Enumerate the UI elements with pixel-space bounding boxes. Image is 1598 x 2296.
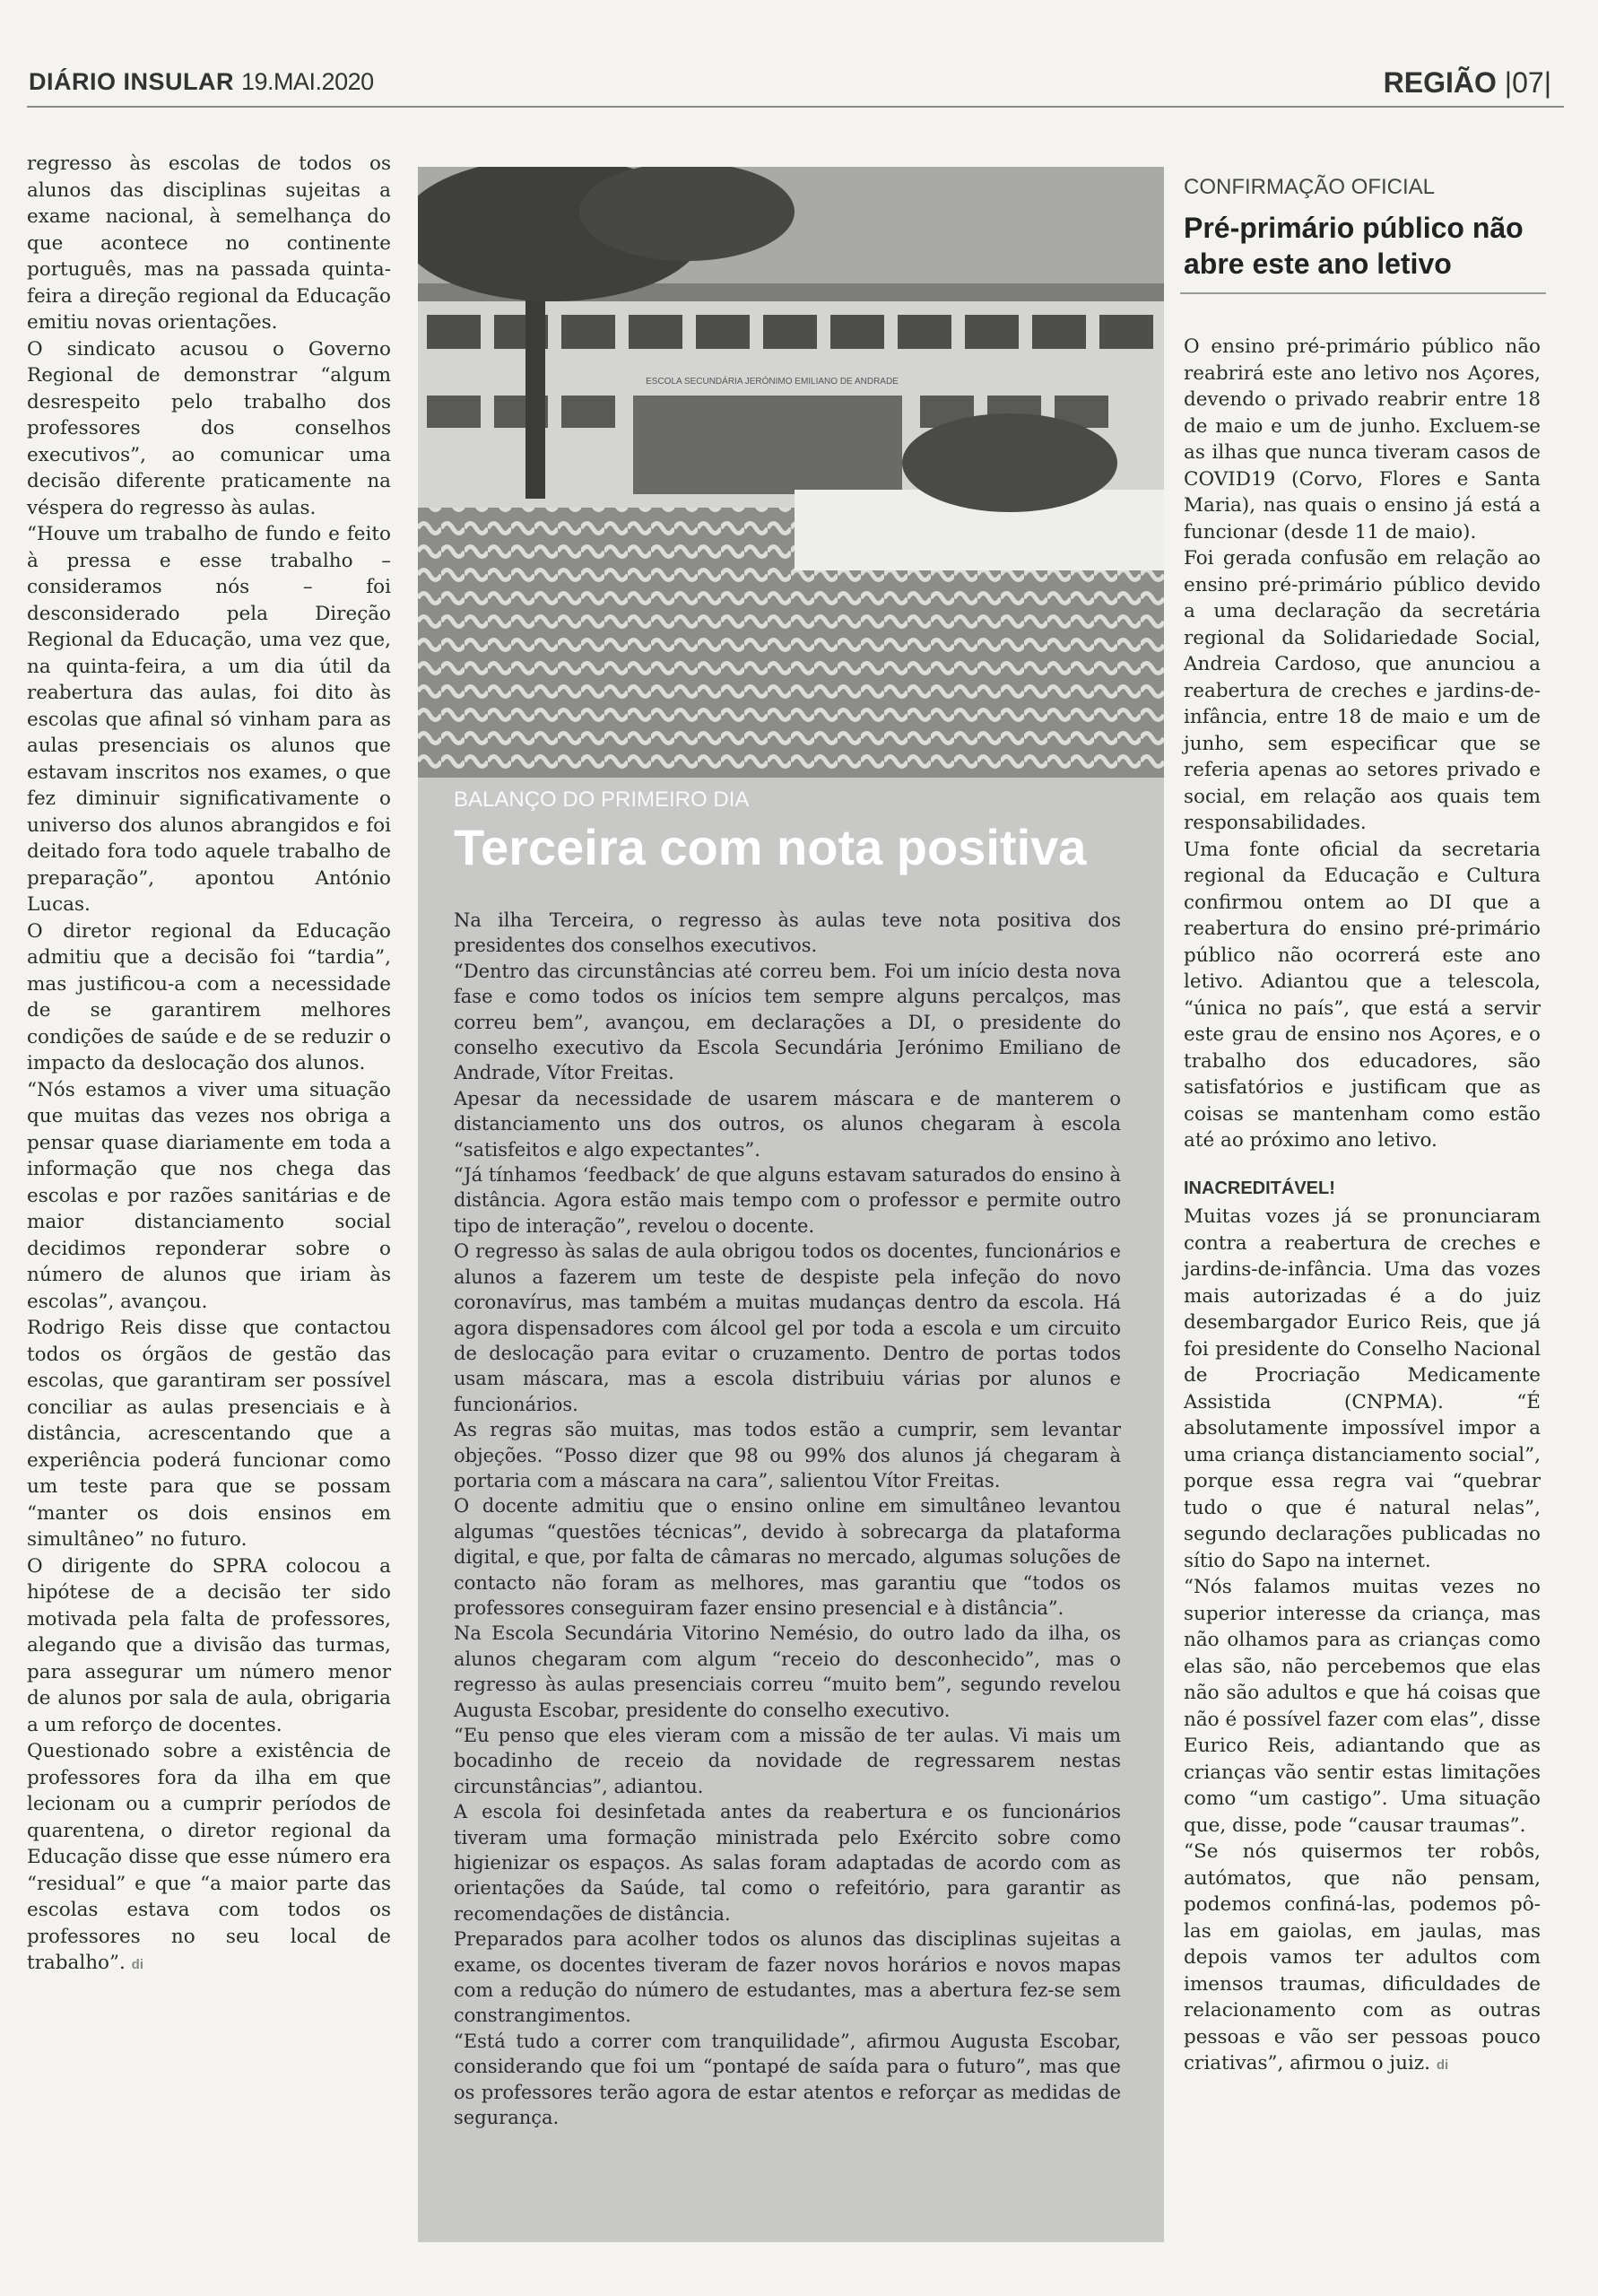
paragraph: Muitas vozes já se pronunciaram contra a reabertura de creches e jardins-de-infância. Uma das vozes mais autorizadas é a do juiz desembargador Eurico Reis, que já foi presidente do Conselho Nacional de Procriação Medicamente Assistida (CNPMA). “É absolutamente impossível impor a uma criança distanciamento social”, porque essa regra vai “quebrar tudo o que é natural nelas”, segundo declarações publicadas no sítio do Sapo na internet. [1184, 1205, 1541, 1572]
right-article-column [1184, 167, 1541, 2079]
left-article-column [27, 151, 391, 1979]
school-photo [418, 167, 1164, 778]
paragraph [27, 1738, 391, 1979]
paragraph: Na ilha Terceira, o regresso às aulas teve nota positiva dos presidentes dos conselhos executivos. [454, 909, 1121, 957]
paragraph: O ensino pré-primário público não reabrirá este ano letivo nos Açores, devendo o privado reabrir entre 18 de maio e um de junho. Excluem-se as ilhas que nunca tiveram casos de COVID19 (Corvo, Flores e Santa Maria), nas quais o ensino já está a funcionar (desde 11 de maio). [1184, 335, 1541, 544]
section-name: REGIÃO [1383, 66, 1497, 99]
paragraph: O dirigente do SPRA colocou a hipótese de a decisão ter sido motivada pela falta de professores, alegando que a divisão das turmas, para assegurar um número menor de alunos por sala de aula, obrigaria a um reforço de docentes. [27, 1554, 391, 1736]
right-article-kicker: CONFIRMAÇÃO OFICIAL [1184, 175, 1436, 199]
paragraph: Na Escola Secundária Vitorino Nemésio, do outro lado da ilha, os alunos chegaram com algum “receio do desconhecido”, mas o regresso às aulas presenciais correu “muito bem”, segundo revelou Augusta Escobar, presidente do conselho executivo. [454, 1622, 1121, 1721]
school-building-illustration [418, 167, 1164, 778]
paragraph: regresso às escolas de todos os alunos das disciplinas sujeitas a exame nacional, à semelhança do que acontece no continente português, mas na passada quinta-feira a direção regional da Educação emitiu novas orientações. [27, 152, 391, 334]
paragraph [1184, 1839, 1541, 2079]
paragraph: Apesar da necessidade de usarem máscara e de manterem o distanciamento uns dos outros, os alunos chegaram à escola “satisfeitos e algo expectantes”. [454, 1087, 1121, 1161]
paragraph-text: Questionado sobre a existência de professores fora da ilha em que lecionam ou a cumprir períodos de quarentena, o diretor regional da Educação disse que esse número era “residual” e que “a maior parte das escolas estava com todos os professores no seu local de trabalho”. [27, 1740, 391, 1974]
page-number: |07| [1504, 66, 1551, 99]
boxed-article-kicker: BALANÇO DO PRIMEIRO DIA [454, 787, 750, 812]
paragraph: “Já tínhamos ‘feedback’ de que alguns estavam saturados do ensino à distância. Agora estão mais tempo com o professor e permite outro tipo de interação”, revelou o docente. [454, 1164, 1121, 1237]
paragraph: Uma fonte oficial da secretaria regional da Educação e Cultura confirmou ontem ao DI que a reabertura do ensino pré-primário público não ocorrerá este ano letivo. Adiantou que a telescola, “única no país”, que está a servir este grau de ensino nos Açores, e o trabalho dos educadores, são satisfatórios e justificam que as coisas se mantenham como estão até ao próximo ano letivo. [1184, 838, 1541, 1152]
school-sign: ESCOLA SECUNDÁRIA JERÓNIMO EMILIANO DE ANDRADE [646, 377, 899, 387]
author-signature: di [1436, 2057, 1449, 2073]
newspaper-name: DIÁRIO INSULAR [29, 68, 234, 95]
shrub [902, 413, 1117, 512]
paragraph: As regras são muitas, mas todos estão a cumprir, sem levantar objeções. “Posso dizer que 98 ou 99% dos alunos já chegaram à portaria com a máscara na cara”, salientou Vítor Freitas. [454, 1419, 1121, 1492]
author-signature: di [131, 1957, 143, 1972]
paragraph: “Eu penso que eles vieram com a missão de ter aulas. Vi mais um bocadinho de receio da novidade de regressarem nestas circunstâncias”, adiantou. [454, 1725, 1121, 1797]
paragraph: O diretor regional da Educação admitiu que a decisão foi “tardia”, mas justificou-a com a necessidade de se garantirem melhores condições de saúde e de se reduzir o impacto da deslocação dos alunos. [27, 919, 391, 1074]
paragraph: Rodrigo Reis disse que contactou todos os órgãos de gestão das escolas, que garantiram ser possível conciliar as aulas presenciais e à distância, acrescentando que a experiência poderá funcionar como um teste para que se possam “manter os dois ensinos em simultâneo” no futuro. [27, 1317, 391, 1551]
paragraph: “Dentro das circunstâncias até correu bem. Foi um início desta nova fase e como todos os inícios tem sempre alguns percalços, mas correu bem”, avançou, em declarações a DI, o presidente do conselho executivo da Escola Secundária Jerónimo Emiliano de Andrade, Vítor Freitas. [454, 960, 1121, 1084]
paragraph: O regresso às salas de aula obrigou todos os docentes, funcionários e alunos a fazerem um teste de despiste pela infeção do novo coronavírus, mas também a muitas mudanças dentro da escola. Há agora dispensadores com álcool gel por toda a escola e um circuito de deslocação para evitar o cruzamento. Dentro de portas todos usam máscara, mas a escola distribuiu várias por alunos e funcionários. [454, 1240, 1121, 1415]
right-article-title: Pré-primário público não abre este ano letivo [1184, 212, 1524, 280]
paragraph: “Houve um trabalho de fundo e feito à pressa e esse trabalho – consideramos nós – foi desconsiderado pela Direção Regional da Educação, uma vez que, na quinta-feira, a um dia útil da reabertura das aulas, foi dito às escolas que afinal só vinham para as aulas presenciais os alunos que estavam inscritos nos exames, o que fez diminuir significativamente o universo dos alunos abrangidos e foi deitado fora todo aquele trabalho de preparação”, apontou António Lucas. [27, 523, 391, 916]
issue-date: 19.MAI.2020 [241, 68, 374, 95]
paragraph: O sindicato acusou o Governo Regional de demonstrar “algum desrespeito pelo trabalho dos professores dos conselhos executivos”, ao comunicar uma decisão diferente praticamente na véspera do regresso às aulas. [27, 337, 391, 519]
paragraph: “Nós falamos muitas vezes no superior interesse da criança, mas não olhamos para as crianças como elas são, não percebemos que elas não são adultos e que há coisas que não é possível fazer com elas”, disse Eurico Reis, adiantando que as crianças vão sentir estas limitações como “um castigo”. Uma situação que, disse, pode “causar traumas”. [1184, 1576, 1541, 1837]
entrance [633, 396, 902, 494]
page-header-right [1384, 66, 1551, 100]
paragraph: Preparados para acolher todos os alunos das disciplinas sujeitas a exame, os docentes tiveram de fazer novos horários e novos mapas com a redução do número de estudantes, mas a abertura fez-se sem constrangimentos. [454, 1928, 1121, 2027]
paragraph-text: “Se nós quisermos ter robôs, autómatos, que não pensam, podemos confiná-las, podemos pô-las em gaiolas, em jaulas, mas depois vamos ter adultos com imensos traumas, dificuldades de relacionamento com as outras pessoas e vão ser pessoas pouco criativas”, afirmou o juiz. [1184, 1840, 1541, 2074]
paragraph: A escola foi desinfetada antes da reabertura e os funcionários tiveram uma formação ministrada pelo Exército sobre como higienizar os espaços. As salas foram adaptadas de acordo com as orientações da Saúde, tal como o refeitório, para garantir as recomendações de distância. [454, 1801, 1121, 1925]
paragraph: O docente admitiu que o ensino online em simultâneo levantou algumas “questões técnicas”, devido à sobrecarga da plataforma digital, e que, por falta de câmaras no mercado, algumas soluções de contacto não foram as melhores, mas garantiu que “todos os professores conseguiram fazer ensino presencial e à distância”. [454, 1495, 1121, 1619]
paragraph: Foi gerada confusão em relação ao ensino pré-primário público devido a uma declaração da secretária regional da Solidariedade Social, Andreia Cardoso, que anunciou a reabertura de creches e jardins-de-infância, entre 18 de maio e um de junho, sem especificar que se referia apenas ao setores privado e social, em relação aos quais tem responsabilidades. [1184, 547, 1541, 834]
paragraph: “Nós estamos a viver uma situação que muitas das vezes nos obriga a pensar quase diariamente em toda a informação que nos chega das escolas e por razões sanitárias e de maior distanciamento social decidimos reponderar sobre o número de alunos que iriam às escolas”, avançou. [27, 1078, 391, 1313]
tree-canopy-right [579, 167, 795, 261]
boxed-article-body [454, 908, 1121, 2131]
boxed-article-title: Terceira com nota positiva [454, 819, 1087, 875]
right-article-body [1184, 334, 1541, 2079]
page-header-left [29, 68, 374, 96]
right-subheading: INACREDITÁVEL! [1184, 1178, 1335, 1198]
header-divider [27, 106, 1564, 108]
paragraph: “Está tudo a correr com tranquilidade”, afirmou Augusta Escobar, considerando que foi um “pontapé de saída para o futuro”, mas que os professores terão agora de estar atentos e reforçar as medidas de segurança. [454, 2030, 1121, 2129]
